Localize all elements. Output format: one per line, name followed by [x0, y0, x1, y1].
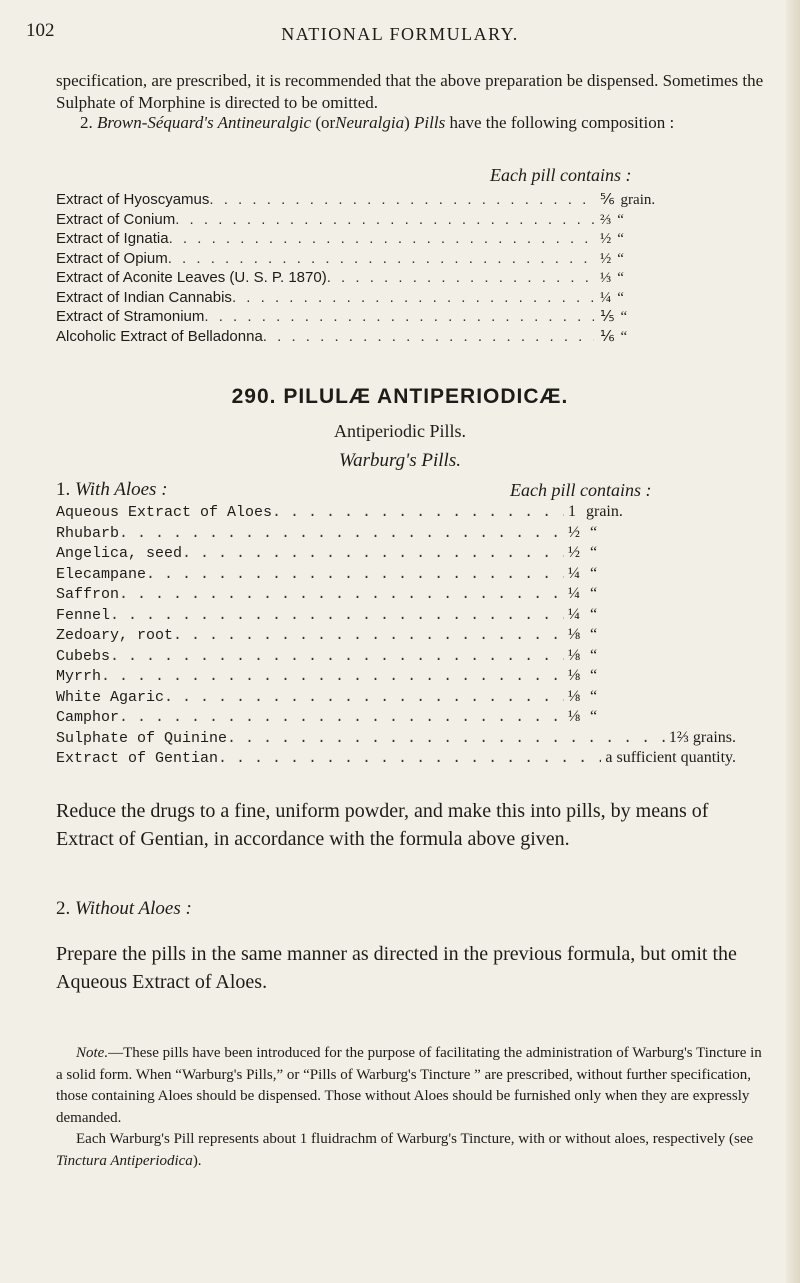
- ingredient-row: [56, 210, 680, 230]
- dot-leader: [227, 729, 665, 750]
- quantity-value: 1⅔ grains.: [668, 728, 736, 746]
- ingredient-row: [56, 288, 680, 308]
- intro-paragraph: [56, 70, 770, 114]
- quantity-value: ⅛: [568, 687, 580, 705]
- ingredient-quantity: [564, 687, 736, 708]
- section-heading: 290. PILULÆ ANTIPERIODICÆ.: [231, 385, 569, 408]
- quantity-value: ⅔: [600, 211, 612, 228]
- quantity-value: ½: [568, 544, 580, 561]
- quantity-value: ⅚: [600, 192, 615, 208]
- ingredient-quantity: [594, 269, 680, 289]
- quantity-unit: “: [617, 250, 624, 267]
- ingredient-quantity: [594, 250, 680, 270]
- quantity-value: a sufficient quantity.: [605, 749, 736, 766]
- quantity-value: ½: [600, 250, 612, 267]
- quantity-value: ¼: [568, 564, 580, 582]
- formula2-column-header: Each pill contains :: [510, 480, 652, 500]
- dot-leader: [101, 667, 564, 688]
- quantity-unit: “: [620, 328, 628, 345]
- quantity-unit: “: [617, 231, 624, 247]
- quantity-unit: “: [590, 667, 598, 684]
- item-number: 2.: [80, 113, 93, 132]
- ingredient-name: White Agaric: [56, 688, 165, 706]
- quantity-value: ⅛: [568, 708, 580, 725]
- ingredient-row: [56, 707, 736, 728]
- page-edge-shadow: [786, 0, 800, 1283]
- ingredient-row: [56, 646, 736, 667]
- ingredient-row: [56, 523, 736, 544]
- ingredient-quantity: [665, 728, 736, 749]
- ingredient-row: [56, 190, 680, 210]
- ingredient-row: [56, 605, 736, 626]
- quantity-unit: “: [590, 626, 598, 643]
- section-subtitle-2: Warburg's Pills.: [339, 450, 461, 471]
- dot-leader: [204, 307, 594, 327]
- note-text-2-end: ).: [192, 1152, 202, 1169]
- quantity-value: 1: [568, 503, 576, 520]
- dot-leader: [232, 288, 594, 308]
- ingredient-row: [56, 748, 736, 769]
- ingredient-name: Elecampane: [56, 565, 147, 583]
- ingredient-row: [56, 687, 736, 708]
- quantity-value: ⅙: [600, 328, 615, 345]
- quantity-value: ⅕: [600, 309, 615, 325]
- note-text-2: Each Warburg's Pill represents about 1 fluidrachm of Warburg's Tincture, with or without aloes, respectively (see: [76, 1131, 754, 1147]
- ingredient-name: Extract of Ignatia: [56, 230, 169, 247]
- item-pills-word: Pills: [414, 113, 446, 132]
- ingredient-name: Fennel: [56, 606, 111, 624]
- ingredient-name: Extract of Indian Cannabis: [56, 288, 232, 306]
- with-aloes-label: [56, 479, 168, 501]
- quantity-value: ⅛: [568, 626, 580, 643]
- item-2-paragraph: [56, 112, 770, 134]
- ingredient-quantity: [564, 625, 736, 646]
- dot-leader: [327, 268, 594, 288]
- quantity-unit: grain.: [620, 192, 656, 208]
- page-number: 102: [26, 20, 55, 41]
- ingredient-quantity: [564, 564, 736, 585]
- ingredient-name: Saffron: [56, 586, 120, 603]
- ingredient-quantity: [564, 543, 736, 564]
- dot-leader: [168, 249, 594, 269]
- without-aloes-number: 2.: [56, 898, 71, 919]
- dot-leader: [263, 327, 594, 347]
- reduce-paragraph: Reduce the drugs to a fine, uniform powder, and make this into pills, by means of Extract of Gentian, in accordance with the formula above given.: [56, 800, 709, 850]
- ingredient-name: Extract of Aconite Leaves (U. S. P. 1870): [56, 269, 327, 286]
- quantity-unit: “: [620, 309, 628, 325]
- quantity-unit: “: [590, 544, 598, 561]
- quantity-unit: “: [590, 708, 598, 725]
- ingredient-quantity: [594, 289, 680, 309]
- running-title: NATIONAL FORMULARY.: [281, 24, 519, 44]
- ingredient-quantity: [564, 707, 736, 728]
- quantity-value: ⅛: [568, 646, 580, 664]
- ingredient-name: Extract of Conium: [56, 210, 176, 228]
- ingredient-row: [56, 564, 736, 585]
- ingredient-quantity: [594, 211, 680, 231]
- ingredient-name: Sulphate of Quinine: [56, 729, 228, 747]
- ingredient-row: [56, 229, 680, 249]
- quantity-value: ¼: [600, 289, 612, 306]
- prepare-paragraph: Prepare the pills in the same manner as directed in the previous formula, but omit the Aqueous Extract of Aloes.: [56, 943, 737, 993]
- ingredient-row: [56, 249, 680, 269]
- ingredient-row: [56, 625, 736, 646]
- quantity-value: ⅓: [600, 270, 612, 286]
- ingredient-name: Angelica, seed: [56, 545, 183, 562]
- without-aloes-text: Without Aloes :: [75, 898, 192, 919]
- ingredient-name: Extract of Gentian: [56, 750, 219, 767]
- dot-leader: [110, 647, 564, 668]
- ingredient-name: Camphor: [56, 709, 120, 726]
- ingredient-quantity: [594, 230, 680, 250]
- dot-leader: [164, 688, 564, 709]
- ingredient-name: Rhubarb: [56, 524, 120, 542]
- note-label: Note.: [76, 1045, 109, 1061]
- dot-leader: [218, 749, 601, 770]
- ingredient-quantity: [564, 502, 736, 523]
- ingredient-name: Alcoholic Extract of Belladonna: [56, 327, 263, 345]
- quantity-unit: “: [590, 605, 598, 623]
- dot-leader: [119, 708, 564, 729]
- quantity-value: ⅛: [568, 667, 580, 684]
- formula1-ingredient-list: [56, 190, 680, 346]
- ingredient-quantity: [594, 191, 680, 211]
- item-alt-title: Neuralgia: [335, 113, 405, 132]
- quantity-unit: “: [590, 585, 598, 602]
- ingredient-row: [56, 502, 736, 523]
- section-subtitle: Antiperiodic Pills.: [334, 421, 466, 441]
- quantity-unit: “: [617, 270, 624, 286]
- formula2-ingredient-list: [56, 502, 736, 769]
- note-paragraph-1: [56, 1043, 770, 1129]
- with-aloes-number: 1.: [56, 479, 71, 500]
- quantity-unit: “: [590, 523, 598, 541]
- dot-leader: [119, 585, 564, 606]
- dot-leader: [175, 210, 594, 230]
- note-text-1: —These pills have been introduced for the purpose of facilitating the administration of Warburg's Tincture in a solid form. When “Warburg's Pills,” or “Pills of Warburg's Tincture ” are prescribed, without further specification, those containing Aloes should be dispensed. Those without Aloes should be furnished only when they are expressly demanded.: [56, 1045, 762, 1126]
- ingredient-quantity: [564, 584, 736, 605]
- ingredient-row: [56, 543, 736, 564]
- ingredient-name: Extract of Opium: [56, 249, 168, 267]
- quantity-unit: “: [590, 564, 598, 582]
- intro-text: specification, are prescribed, it is recommended that the above preparation be dispensed. Sometimes the Sulphate of Morphine is directed to be omitted.: [56, 71, 764, 112]
- ingredient-row: [56, 268, 680, 288]
- dot-leader: [119, 524, 564, 545]
- quantity-unit: “: [590, 646, 598, 664]
- quantity-value: ¼: [568, 605, 580, 623]
- ingredient-row: [56, 327, 680, 347]
- ingredient-name: Extract of Stramonium: [56, 308, 205, 325]
- ingredient-quantity: [564, 523, 736, 544]
- quantity-unit: “: [590, 687, 598, 705]
- ingredient-name: Myrrh: [56, 668, 102, 685]
- note-block: [56, 1043, 770, 1172]
- ingredient-quantity: [594, 308, 680, 328]
- item-alt-close: ): [404, 113, 410, 132]
- quantity-value: ½: [600, 231, 612, 247]
- dot-leader: [173, 626, 564, 647]
- quantity-value: ¼: [568, 585, 580, 602]
- dot-leader: [110, 606, 564, 627]
- ingredient-quantity: [594, 328, 680, 348]
- dot-leader: [209, 190, 594, 210]
- dot-leader: [272, 503, 564, 524]
- ingredient-row: [56, 666, 736, 687]
- item-title: Brown-Séquard's Antineuralgic: [97, 113, 312, 132]
- formula1-column-header: Each pill contains :: [490, 165, 632, 185]
- dot-leader: [146, 565, 564, 586]
- quantity-unit: “: [617, 289, 624, 306]
- ingredient-row: [56, 307, 680, 327]
- dot-leader: [182, 544, 564, 565]
- ingredient-row: [56, 728, 736, 749]
- item-alt-open: (or: [315, 113, 336, 132]
- ingredient-quantity: [564, 646, 736, 667]
- with-aloes-text: With Aloes :: [75, 479, 168, 500]
- quantity-unit: “: [617, 211, 624, 228]
- dot-leader: [169, 229, 594, 249]
- item-rest: have the following composition :: [449, 113, 675, 132]
- ingredient-row: [56, 584, 736, 605]
- ingredient-name: Aqueous Extract of Aloes: [56, 504, 273, 521]
- quantity-unit: grain.: [586, 503, 623, 520]
- note-paragraph-2: [56, 1129, 770, 1172]
- note-reference: Tinctura Antiperiodica: [56, 1152, 193, 1169]
- ingredient-quantity: [564, 605, 736, 626]
- ingredient-name: Extract of Hyoscyamus: [56, 191, 210, 208]
- without-aloes-label: [56, 898, 192, 920]
- ingredient-name: Zedoary, root: [56, 627, 174, 644]
- ingredient-quantity: [564, 666, 736, 687]
- ingredient-quantity: [601, 748, 736, 769]
- ingredient-name: Cubebs: [56, 647, 111, 665]
- quantity-value: ½: [568, 523, 580, 541]
